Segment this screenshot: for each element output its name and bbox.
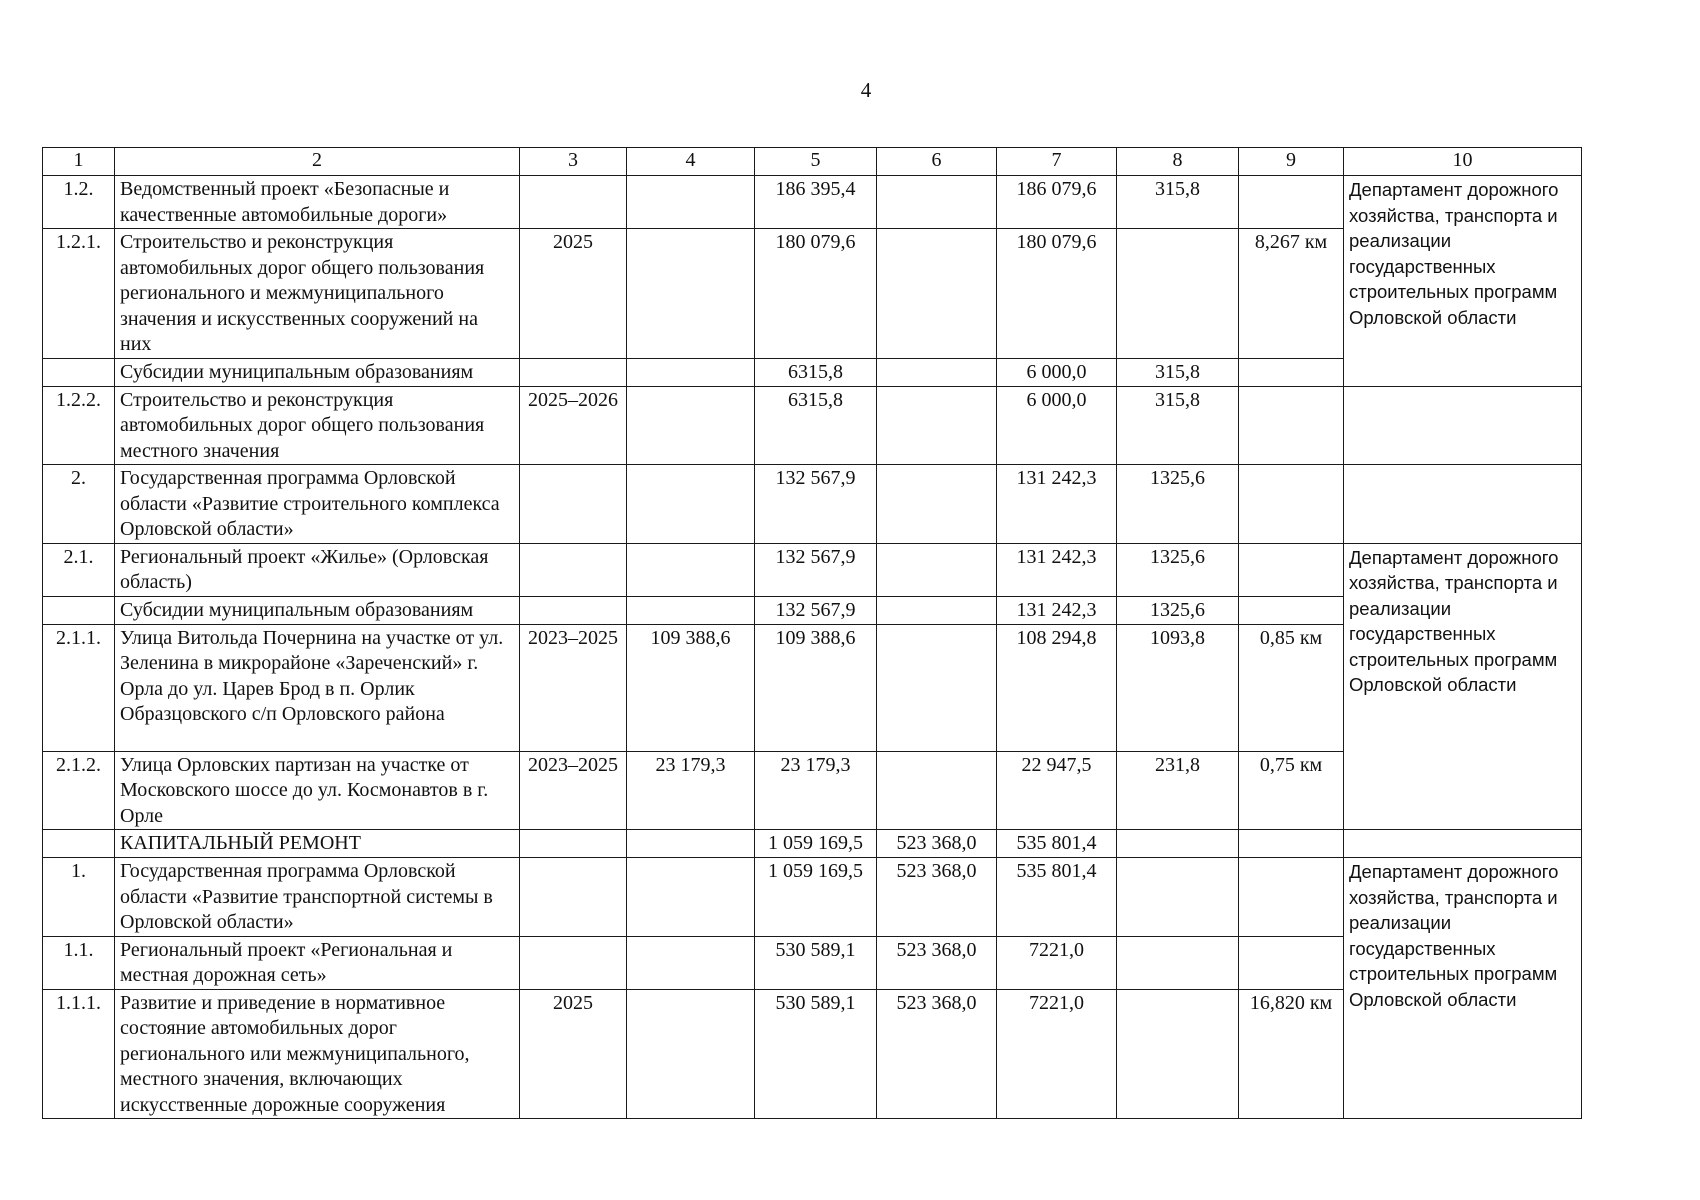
cell-col8: [1117, 858, 1239, 937]
cell-col8: [1117, 989, 1239, 1119]
cell-col9: [1239, 176, 1344, 229]
cell-period: [520, 858, 627, 937]
row-number: 1.: [43, 858, 115, 937]
row-name: Региональный проект «Жилье» (Орловская область): [115, 543, 520, 596]
row-name: КАПИТАЛЬНЫЙ РЕМОНТ: [115, 830, 520, 858]
cell-col8: 315,8: [1117, 386, 1239, 465]
cell-col6: [877, 624, 997, 751]
header-cell: 7: [997, 148, 1117, 176]
cell-col6: 523 368,0: [877, 830, 997, 858]
cell-col8: 1325,6: [1117, 543, 1239, 596]
cell-period: 2023–2025: [520, 751, 627, 830]
cell-col7: 6 000,0: [997, 358, 1117, 386]
cell-col7: 535 801,4: [997, 858, 1117, 937]
cell-col8: 1093,8: [1117, 624, 1239, 751]
row-name: Региональный проект «Региональная и местная дорожная сеть»: [115, 936, 520, 989]
cell-col4: [627, 386, 755, 465]
cell-col4: 109 388,6: [627, 624, 755, 751]
cell-col4: [627, 936, 755, 989]
row-number: 1.1.1.: [43, 989, 115, 1119]
cell-col8: 1325,6: [1117, 465, 1239, 544]
row-number: 2.1.: [43, 543, 115, 596]
cell-col9: 16,820 км: [1239, 989, 1344, 1119]
row-name: Государственная программа Орловской области «Развитие транспортной системы в Орловской области»: [115, 858, 520, 937]
cell-col8: 1325,6: [1117, 596, 1239, 624]
cell-col9: [1239, 936, 1344, 989]
row-number: [43, 830, 115, 858]
cell-col8: 231,8: [1117, 751, 1239, 830]
cell-col4: [627, 596, 755, 624]
header-cell: 1: [43, 148, 115, 176]
cell-col7: 7221,0: [997, 936, 1117, 989]
cell-col9: [1239, 596, 1344, 624]
table-row: [43, 176, 1582, 229]
cell-col9: 0,75 км: [1239, 751, 1344, 830]
cell-col4: [627, 543, 755, 596]
cell-col8: 315,8: [1117, 176, 1239, 229]
cell-col6: [877, 543, 997, 596]
responsible-department: [1344, 830, 1582, 858]
row-number: 1.1.: [43, 936, 115, 989]
cell-col4: 23 179,3: [627, 751, 755, 830]
row-number: 1.2.: [43, 176, 115, 229]
cell-col9: [1239, 830, 1344, 858]
cell-period: [520, 830, 627, 858]
cell-col7: 108 294,8: [997, 624, 1117, 751]
cell-col6: 523 368,0: [877, 936, 997, 989]
page-number: 4: [860, 78, 872, 102]
cell-col8: 315,8: [1117, 358, 1239, 386]
table-row: [43, 830, 1582, 858]
cell-col9: 0,85 км: [1239, 624, 1344, 751]
cell-col8: [1117, 830, 1239, 858]
cell-col5: 186 395,4: [755, 176, 877, 229]
cell-col7: 186 079,6: [997, 176, 1117, 229]
cell-col5: 132 567,9: [755, 465, 877, 544]
header-row: [43, 148, 1582, 176]
header-cell: 2: [115, 148, 520, 176]
cell-col9: [1239, 858, 1344, 937]
cell-col5: 6315,8: [755, 358, 877, 386]
cell-col7: 6 000,0: [997, 386, 1117, 465]
cell-period: 2025: [520, 229, 627, 359]
cell-col6: [877, 386, 997, 465]
header-cell: 9: [1239, 148, 1344, 176]
table-row: [43, 465, 1582, 544]
table-row: [43, 386, 1582, 465]
cell-col6: [877, 358, 997, 386]
cell-col6: [877, 751, 997, 830]
cell-col9: [1239, 386, 1344, 465]
responsible-department: Департамент дорожного хозяйства, транспорта и реализации государственных строительных программ Орловской области: [1344, 543, 1582, 830]
table-row: [43, 858, 1582, 937]
row-name: Ведомственный проект «Безопасные и качественные автомобильные дороги»: [115, 176, 520, 229]
cell-col6: [877, 229, 997, 359]
cell-col5: 132 567,9: [755, 543, 877, 596]
header-cell: 4: [627, 148, 755, 176]
cell-col7: 131 242,3: [997, 596, 1117, 624]
cell-period: [520, 543, 627, 596]
responsible-department: Департамент дорожного хозяйства, транспорта и реализации государственных строительных программ Орловской области: [1344, 858, 1582, 1119]
responsible-department: [1344, 465, 1582, 544]
cell-col6: 523 368,0: [877, 989, 997, 1119]
cell-col7: 7221,0: [997, 989, 1117, 1119]
header-cell: 8: [1117, 148, 1239, 176]
cell-col9: [1239, 358, 1344, 386]
cell-col8: [1117, 936, 1239, 989]
row-number: [43, 358, 115, 386]
cell-col9: [1239, 543, 1344, 596]
cell-period: 2023–2025: [520, 624, 627, 751]
cell-col5: 1 059 169,5: [755, 858, 877, 937]
cell-period: [520, 176, 627, 229]
cell-period: 2025: [520, 989, 627, 1119]
cell-col4: [627, 176, 755, 229]
responsible-department: [1344, 386, 1582, 465]
header-cell: 3: [520, 148, 627, 176]
header-cell: 6: [877, 148, 997, 176]
cell-col5: 132 567,9: [755, 596, 877, 624]
cell-col5: 23 179,3: [755, 751, 877, 830]
cell-period: [520, 358, 627, 386]
cell-col7: 131 242,3: [997, 543, 1117, 596]
cell-col8: [1117, 229, 1239, 359]
program-table: [42, 147, 1582, 1119]
cell-col5: 530 589,1: [755, 936, 877, 989]
row-number: [43, 596, 115, 624]
table-row: [43, 543, 1582, 596]
row-name: Развитие и приведение в нормативное состояние автомобильных дорог регионального или межмуниципального, местного значения, включающих искусственные дорожные сооружения: [115, 989, 520, 1119]
row-number: 2.1.1.: [43, 624, 115, 751]
cell-col5: 109 388,6: [755, 624, 877, 751]
cell-period: [520, 465, 627, 544]
cell-col7: 131 242,3: [997, 465, 1117, 544]
row-number: 2.1.2.: [43, 751, 115, 830]
cell-col9: [1239, 465, 1344, 544]
cell-col5: 6315,8: [755, 386, 877, 465]
row-name: Субсидии муниципальным образованиям: [115, 596, 520, 624]
row-name: Государственная программа Орловской области «Развитие строительного комплекса Орловской области»: [115, 465, 520, 544]
cell-col6: [877, 465, 997, 544]
cell-col5: 180 079,6: [755, 229, 877, 359]
cell-col4: [627, 465, 755, 544]
cell-col6: 523 368,0: [877, 858, 997, 937]
cell-col7: 180 079,6: [997, 229, 1117, 359]
cell-col4: [627, 229, 755, 359]
responsible-department: Департамент дорожного хозяйства, транспорта и реализации государственных строительных программ Орловской области: [1344, 176, 1582, 387]
row-name: Улица Витольда Почернина на участке от ул. Зеленина в микрорайоне «Зареченский» г. Орла до ул. Царев Брод в п. Орлик Образцовского с/п Орловского района: [115, 624, 520, 751]
row-name: Субсидии муниципальным образованиям: [115, 358, 520, 386]
row-number: 1.2.2.: [43, 386, 115, 465]
cell-period: 2025–2026: [520, 386, 627, 465]
cell-col5: 530 589,1: [755, 989, 877, 1119]
cell-col4: [627, 358, 755, 386]
cell-period: [520, 596, 627, 624]
cell-col9: 8,267 км: [1239, 229, 1344, 359]
cell-col7: 22 947,5: [997, 751, 1117, 830]
row-name: Улица Орловских партизан на участке от Московского шоссе до ул. Космонавтов в г. Орле: [115, 751, 520, 830]
cell-col6: [877, 176, 997, 229]
row-name: Строительство и реконструкция автомобильных дорог общего пользования местного значения: [115, 386, 520, 465]
cell-col7: 535 801,4: [997, 830, 1117, 858]
row-number: 1.2.1.: [43, 229, 115, 359]
cell-col4: [627, 830, 755, 858]
cell-col4: [627, 858, 755, 937]
cell-col4: [627, 989, 755, 1119]
cell-col5: 1 059 169,5: [755, 830, 877, 858]
cell-period: [520, 936, 627, 989]
cell-col6: [877, 596, 997, 624]
header-cell: 10: [1344, 148, 1582, 176]
row-number: 2.: [43, 465, 115, 544]
header-cell: 5: [755, 148, 877, 176]
row-name: Строительство и реконструкция автомобильных дорог общего пользования регионального и межмуниципального значения и искусственных сооружений на них: [115, 229, 520, 359]
